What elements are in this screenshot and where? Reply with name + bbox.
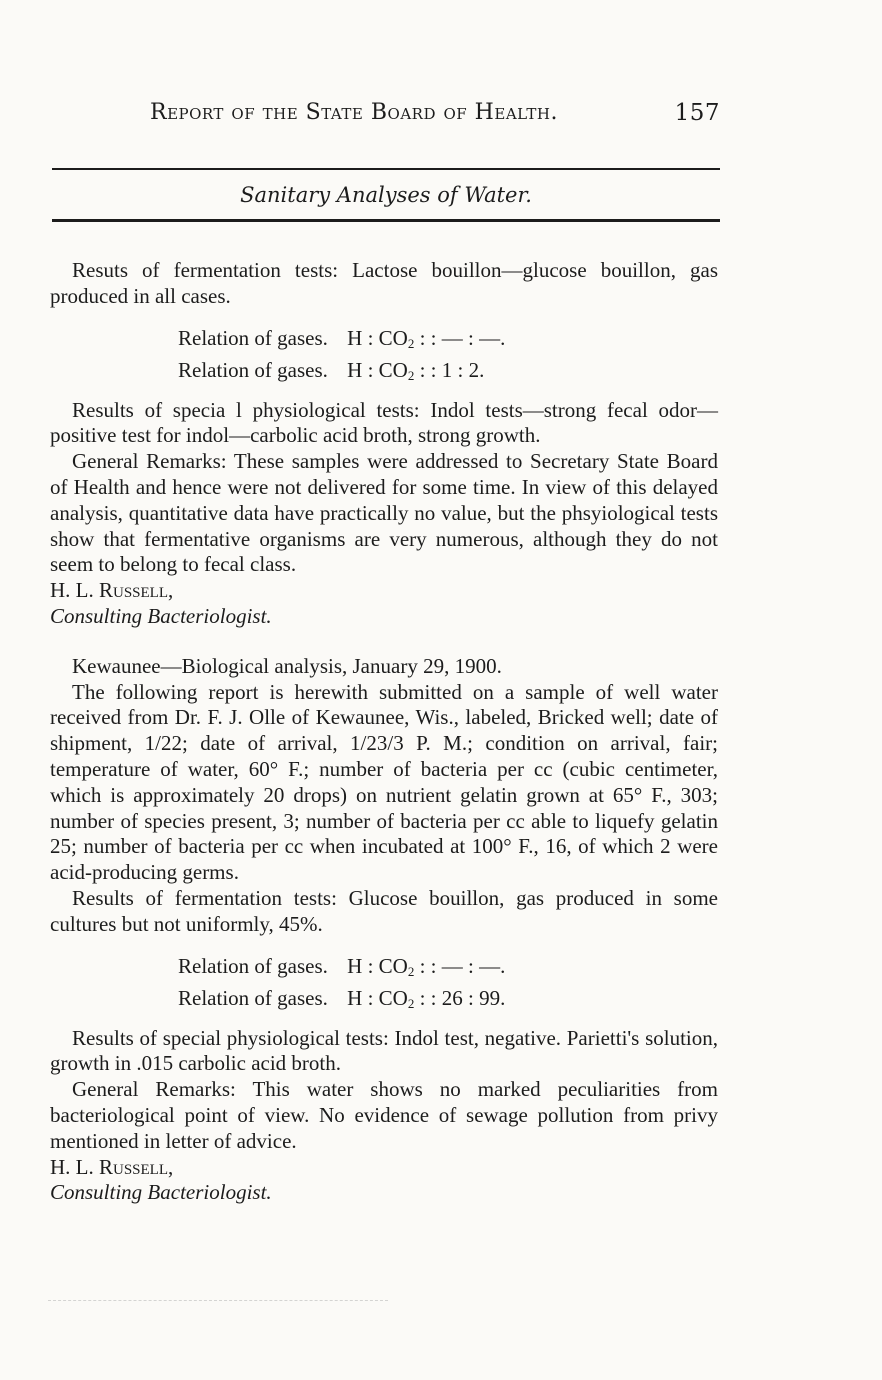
gas-relation-row: Relation of gases. H : $CO_2$ : : 26 : 99. — [178, 985, 506, 1011]
sample2-heading: Kewaunee—Biological analysis, January 29, 1900. — [72, 653, 502, 678]
sample2-fermentation: Results of fermentation tests: Glucose bouillon, gas produced in some cultures but not uniformly, 45%. — [50, 885, 718, 936]
gas-ratio: : : 26 : 99. — [419, 985, 506, 1010]
running-header — [150, 100, 720, 125]
signature — [50, 578, 718, 630]
top-rule — [52, 168, 720, 170]
bottom-rule — [52, 219, 720, 222]
sample2-physiological: Results of special physiological tests: Indol test, negative. Parietti's solution, growth in .015 carbolic acid broth. — [50, 1025, 718, 1076]
gas-h: H — [347, 357, 363, 382]
gas-ratio: : : — : —. — [419, 325, 506, 350]
gas-ratio: : : — : —. — [419, 953, 506, 978]
running-title: Report of the State Board of Health. — [150, 100, 558, 125]
subscript: 2 — [407, 367, 415, 383]
print-smudge — [48, 1300, 388, 1323]
sample2-remarks: General Remarks: This water shows no marked peculiarities from bacteriological point of view. No evidence of sewage pollution from privy mentioned in letter of advice. — [50, 1077, 718, 1153]
subscript: 2 — [407, 963, 415, 979]
gas-co2: CO — [378, 953, 408, 978]
gas-relation-row: Relation of gases. H : $CO_2$ : : 1 : 2. — [178, 357, 485, 383]
gas-label: Relation of gases. — [178, 953, 328, 978]
gas-relation-row: Relation of gases. H : $CO_2$ : : — : —. — [178, 953, 506, 979]
gas-co2: CO — [378, 985, 408, 1010]
subscript: 2 — [407, 335, 415, 351]
signature — [50, 1155, 718, 1207]
gas-co2: CO — [378, 357, 408, 382]
sample2-report: The following report is herewith submitted on a sample of well water received from Dr. F. J. Olle of Kewaunee, Wis., labeled, Bricked well; date of shipment, 1/22; date of arrival, 1/23/3 P. M.; condition on arrival, fair; temperature of water, 60° F.; number of bacteria per cc (cubic centimeter, which is approximately 20 drops) on nutrient gelatin grown at 65° F., 303; number of species present, 3; number of bacteria per cc able to liquefy gelatin 25; number of bacteria per cc when incubated at 100° F., 16, of which 2 were acid-producing germs. — [50, 679, 718, 885]
page-number: 157 — [674, 100, 720, 126]
signature-role: Consulting Bacteriologist. — [50, 603, 272, 628]
sample1-remarks: General Remarks: These samples were addressed to Secretary State Board of Health and hence were not delivered for some time. In view of this delayed analysis, quantitative data have practically no value, but the phsyiological tests show that fermentative organisms are very numerous, although they do not seem to belong to fecal class. — [50, 449, 718, 577]
gas-ratio: : : 1 : 2. — [419, 357, 485, 382]
subscript: 2 — [407, 995, 415, 1011]
signature-name: H. L. Russell, — [50, 578, 174, 603]
section-title: Sanitary Analyses of Water. — [240, 183, 532, 207]
gas-label: Relation of gases. — [178, 325, 328, 350]
gas-h: H — [347, 985, 363, 1010]
gas-relation-row: Relation of gases. H : $CO_2$ : : — : —. — [178, 325, 506, 351]
body-text — [50, 258, 718, 1206]
gas-h: H — [347, 325, 363, 350]
gas-label: Relation of gases. — [178, 985, 328, 1010]
sample1-physiological: Results of specia l physiological tests: Indol tests—strong fecal odor—positive test for indol—carbolic acid broth, strong growth. — [50, 397, 718, 448]
gas-label: Relation of gases. — [178, 357, 328, 382]
gas-co2: CO — [378, 325, 408, 350]
gas-h: H — [347, 953, 363, 978]
signature-name: H. L. Russell, — [50, 1154, 174, 1179]
signature-role: Consulting Bacteriologist. — [50, 1180, 272, 1205]
sample1-fermentation: Resuts of fermentation tests: Lactose bouillon—glucose bouillon, gas produced in all cases. — [50, 258, 718, 308]
